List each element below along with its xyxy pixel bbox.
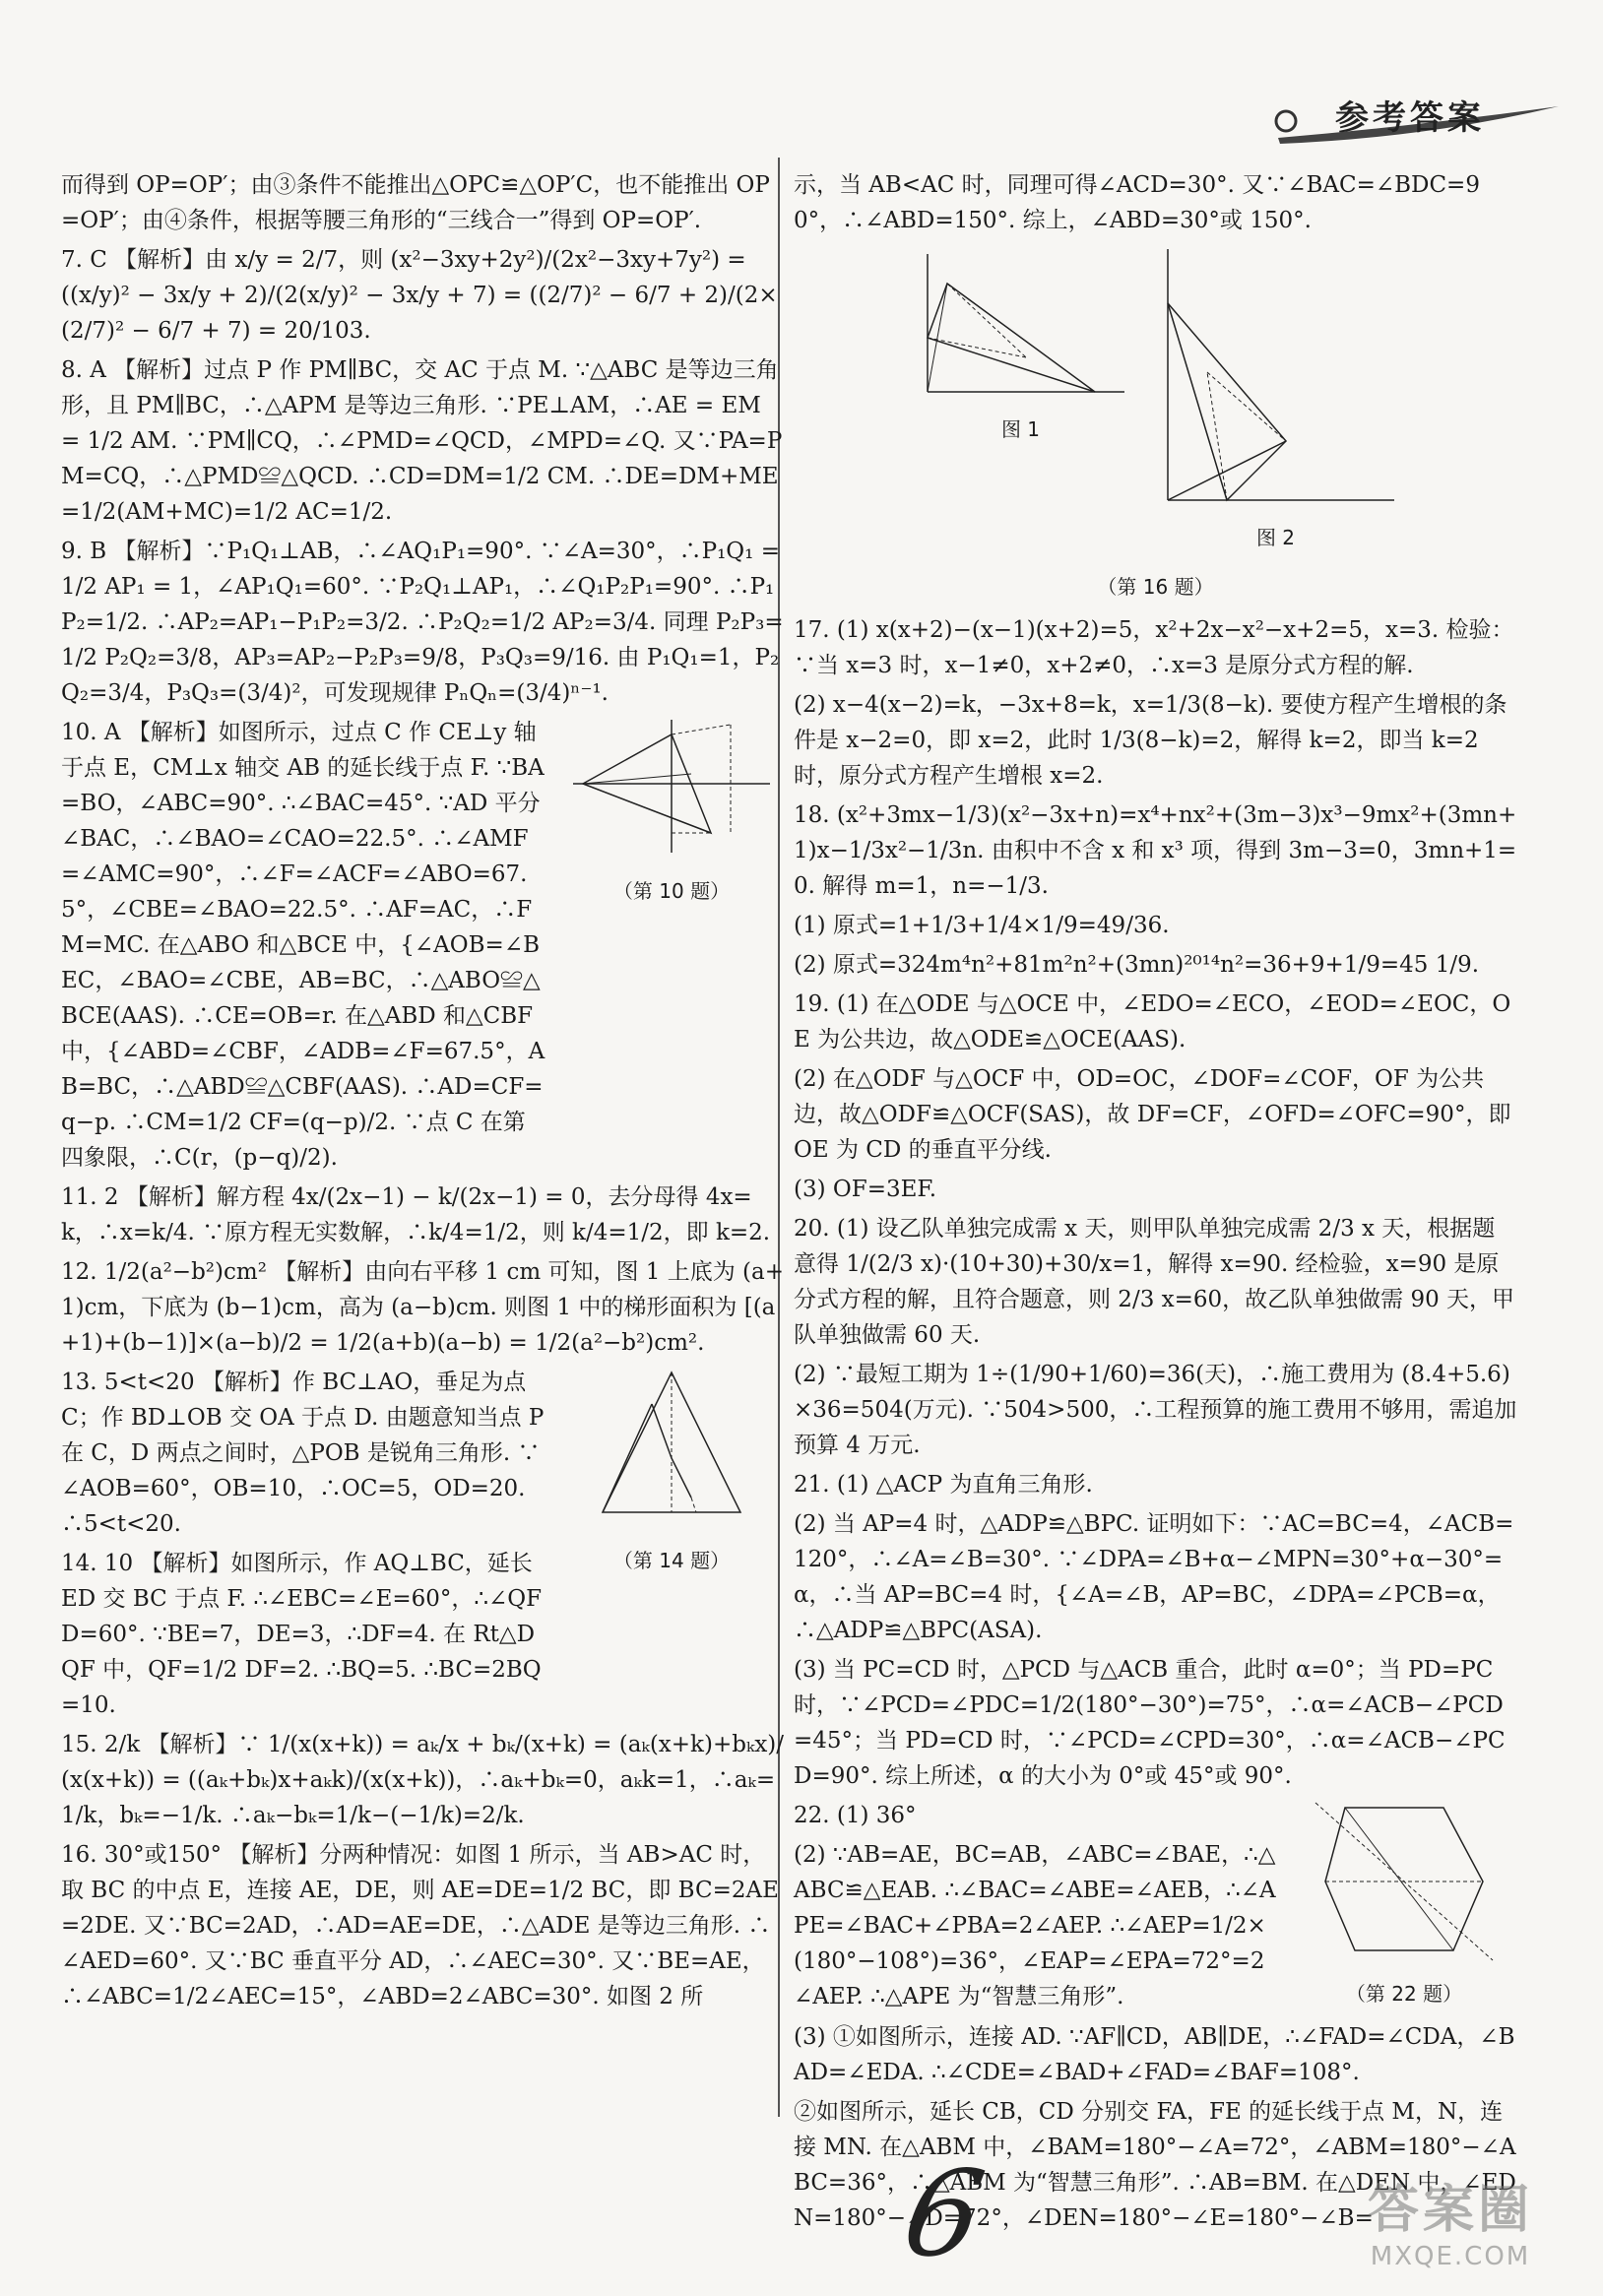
handwritten-page-number: 6	[893, 2146, 994, 2283]
answer-7: 7. C 【解析】由 x/y = 2/7，则 (x²−3xy+2y²)/(2x²−3xy+7y²) = ((x/y)² − 3x/y + 2)/(2(x/y)² − 3x/y + 7) = ((2/7)² − 6/7 + 2)/(2×(2/7)² − 6/7 + 7) = 20/103.	[61, 247, 778, 344]
watermark-url: MXQE.COM	[1370, 2242, 1531, 2271]
watermark-main-text: 答案圈	[1367, 2181, 1533, 2240]
figure-10-caption: （第 10 题）	[612, 879, 731, 903]
answer-22-block	[794, 1798, 1517, 2019]
answer-10: 10. A 【解析】如图所示，过点 C 作 CE⊥y 轴于点 E，CM⊥x 轴交 AB 的延长线于点 F. ∵BA=BO，∠ABC=90°. ∴∠BAC=45°. ∵AD 平分∠BAC，∴∠BAO=∠CAO=22.5°. ∴∠AMF=∠AMC=90°，∴∠F=∠ACF=∠ABO=67.5°，∠CBE=∠BAO=22.5°. ∴AF=AC，∴FM=MC. 在△ABO 和△BCE 中，{∠AOB=∠BEC，∠BAO=∠CBE，AB=BC，∴△ABO≌△BCE(AAS). ∴CE=OB=r. 在△ABD 和△CBF 中，{∠ABD=∠CBF，∠ADB=∠F=67.5°，AB=BC，∴△ABD≌△CBF(AAS). ∴AD=CF=q−p. ∴CM=1/2 CF=(q−p)/2. ∵点 C 在第四象限，∴C(r，(p−q)/2).	[61, 720, 545, 1171]
answer-21-part-2: (2) 当 AP=4 时，△ADP≌△BPC. 证明如下：∵AC=BC=4，∠ACB=120°，∴∠A=∠B=30°. ∵∠DPA=∠B+α−∠MPN=30°+α−30°=α，∴当 AP=BC=4 时，{∠A=∠B，AP=BC，∠DPA=∠PCB=α，∴△ADP≌△BPC(ASA).	[794, 1511, 1514, 1643]
answer-19-part-3: (3) OF=3EF.	[794, 1177, 937, 1202]
figure-14	[558, 1365, 785, 1586]
answer-9: 9. B 【解析】∵P₁Q₁⊥AB，∴∠AQ₁P₁=90°. ∵∠A=30°，∴P₁Q₁ = 1/2 AP₁ = 1，∠AP₁Q₁=60°. ∵P₂Q₁⊥AP₁，∴∠Q₁P₂P₁=90°. ∴P₁P₂=1/2. ∴AP₂=AP₁−P₁P₂=3/2. ∴P₂Q₂=1/2 AP₂=3/4. 同理 P₂P₃=1/2 P₂Q₂=3/8，AP₃=AP₂−P₂P₃=9/8，P₃Q₃=9/16. 由 P₁Q₁=1，P₂Q₂=3/4，P₃Q₃=(3/4)²，可发现规律 PₙQₙ=(3/4)ⁿ⁻¹.	[61, 539, 784, 706]
answer-20-part-2: (2) ∵最短工期为 1÷(1/90+1/60)=36(天)，∴施工费用为 (8.4+5.6)×36=504(万元). ∵504>500，∴工程预算的施工费用不够用，需追加预算 4 万元.	[794, 1362, 1517, 1458]
answer-8: 8. A 【解析】过点 P 作 PM∥BC，交 AC 于点 M. ∵△ABC 是等边三角形，且 PM∥BC，∴△APM 是等边三角形. ∵PE⊥AM，∴AE = EM = 1/2 AM. ∵PM∥CQ，∴∠PMD=∠QCD，∠MPD=∠Q. 又∵PA=PM=CQ，∴△PMD≌△QCD. ∴CD=DM=1/2 CM. ∴DE=DM+ME=1/2(AM+MC)=1/2 AC=1/2.	[61, 357, 783, 525]
answer-21-part-3: (3) 当 PC=CD 时，△PCD 与△ACB 重合，此时 α=0°；当 PD=PC 时，∵∠PCD=∠PDC=1/2(180°−30°)=75°，∴α=∠ACB−∠PCD=45°；当 PD=CD 时，∵∠PCD=∠CPD=30°，∴α=∠ACB−∠PCD=90°. 综上所述，α 的大小为 0°或 45°或 90°.	[794, 1657, 1506, 1789]
answer-12: 12. 1/2(a²−b²)cm² 【解析】由向右平移 1 cm 可知，图 1 上底为 (a+1)cm，下底为 (b−1)cm，高为 (a−b)cm. 则图 1 中的梯形面积为 [(a+1)+(b−1)]×(a−b)/2 = 1/2(a+b)(a−b) = 1/2(a²−b²)cm².	[61, 1259, 785, 1356]
answer-13: 13. 5<t<20 【解析】作 BC⊥AO，垂足为点 C；作 BD⊥OB 交 OA 于点 D. 由题意知当点 P 在 C，D 两点之间时，△POB 是锐角三角形. ∵∠AOB=60°，OB=10，∴OC=5，OD=20. ∴5<t<20.	[61, 1370, 545, 1537]
figure-16	[794, 244, 1517, 563]
answer-21: 21. (1) △ACP 为直角三角形.	[794, 1472, 1093, 1498]
answer-16: 16. 30°或150° 【解析】分两种情况：如图 1 所示，当 AB>AC 时，取 BC 的中点 E，连接 AE，DE，则 AE=DE=1/2 BC，即 BC=2AE=2DE. 又∵BC=2AD，∴AD=AE=DE，∴△ADE 是等边三角形. ∴∠AED=60°. 又∵BC 垂直平分 AD，∴∠AEC=30°. 又∵BE=AE，∴∠ABC=1/2∠AEC=15°，∠ABD=2∠ABC=30°. 如图 2 所	[61, 1842, 779, 2009]
figure-16-diagram-1	[908, 244, 1134, 412]
left-column	[61, 167, 785, 2018]
answer-22-part-2: (2) ∵AB=AE，BC=AB，∠ABC=∠BAE，∴△ABC≌△EAB. ∴∠BAC=∠ABE=∠AEB，∴∠APE=∠BAC+∠PBA=2∠AEP. ∴∠AEP=1/2×(180°−108°)=36°，∠EAP=∠EPA=72°=2∠AEP. ∴△APE 为“智慧三角形”.	[794, 1842, 1276, 2009]
figure-10-diagram	[563, 715, 780, 862]
answer-10-block	[61, 715, 785, 1180]
answer-22: 22. (1) 36°	[794, 1803, 917, 1828]
page-header-title: 参考答案	[1335, 98, 1485, 138]
watermark-logo	[1327, 2168, 1573, 2276]
answer-18-part-1: (1) 原式=1+1/3+1/4×1/9=49/36.	[794, 913, 1170, 938]
figure-22	[1291, 1798, 1517, 2019]
answer-22-part-3: (3) ①如图所示，连接 AD. ∵AF∥CD，AB∥DE，∴∠FAD=∠CDA，∠BAD=∠EDA. ∴∠CDE=∠BAD+∠FAD=∠BAF=108°.	[794, 2024, 1515, 2085]
answer-11: 11. 2 【解析】解方程 4x/(2x−1) − k/(2x−1) = 0，去分母得 4x=k，∴x=k/4. ∵原方程无实数解，∴k/4=1/2，则 k/4=1/2，即 k=2.	[61, 1184, 771, 1245]
answer-18-part-2: (2) 原式=324m⁴n²+81m²n²+(3mn)²⁰¹⁴n²=36+9+1/9=45 1/9.	[794, 952, 1480, 978]
right-column	[794, 167, 1517, 2240]
figure-16-diagram-2	[1148, 244, 1404, 520]
figure-14-diagram	[593, 1365, 750, 1532]
answer-13-14-block	[61, 1365, 785, 1727]
figure-22-diagram	[1306, 1798, 1503, 1965]
answer-17-part-1: 17. (1) x(x+2)−(x−1)(x+2)=5，x²+2x−x²−x+2=5，x=3. 检验：∵当 x=3 时，x−1≠0，x+2≠0，∴x=3 是原分式方程的解.	[794, 617, 1514, 678]
answer-19-part-2: (2) 在△ODF 与△OCF 中，OD=OC，∠DOF=∠COF，OF 为公共边，故△ODF≌△OCF(SAS)，故 DF=CF，∠OFD=∠OFC=90°，即 OE 为 CD 的垂直平分线.	[794, 1066, 1511, 1163]
figure-16-label-1: 图 1	[1000, 417, 1041, 441]
figure-16-caption: （第 16 题）	[1097, 575, 1214, 599]
answer-15: 15. 2/k 【解析】∵ 1/(x(x+k)) = aₖ/x + bₖ/(x+k) = (aₖ(x+k)+bₖx)/(x(x+k)) = ((aₖ+bₖ)x+aₖk)/(x(x+k))，∴aₖ+bₖ=0，aₖk=1，∴aₖ=1/k，bₖ=−1/k. ∴aₖ−bₖ=1/k−(−1/k)=2/k.	[61, 1732, 785, 1828]
answer-17-part-2: (2) x−4(x−2)=k，−3x+8=k，x=1/3(8−k). 要使方程产生增根的条件是 x−2=0，即 x=2，此时 1/3(8−k)=2，解得 k=2，即当 k=2 时，原分式方程产生增根 x=2.	[794, 692, 1507, 789]
figure-22-caption: （第 22 题）	[1345, 1982, 1463, 2006]
figure-16-label-2: 图 2	[1255, 526, 1296, 549]
figure-14-caption: （第 14 题）	[612, 1549, 731, 1572]
answer-6-continuation: 而得到 OP=OP′；由③条件不能推出△OPC≌△OP′C，也不能推出 OP=OP′；由④条件，根据等腰三角形的“三线合一”得到 OP=OP′.	[61, 172, 770, 233]
answer-14: 14. 10 【解析】如图所示，作 AQ⊥BC，延长 ED 交 BC 于点 F. ∴∠EBC=∠E=60°，∴∠QFD=60°. ∵BE=7，DE=3，∴DF=4. 在 Rt△DQF 中，QF=1/2 DF=2. ∴BQ=5. ∴BC=2BQ=10.	[61, 1551, 543, 1718]
answer-22-part-4: ②如图所示，延长 CB，CD 分别交 FA，FE 的延长线于点 M，N，连接 MN. 在△ABM 中，∠BAM=180°−∠A=72°，∠ABM=180°−∠ABC=36°，∴△ABM 为“智慧三角形”. ∴AB=BM. 在△DEN 中，∠EDN=180°−∠D=72°，∠DEN=180°−∠E=180°−∠B=	[794, 2099, 1516, 2231]
figure-10	[558, 715, 785, 917]
answer-19: 19. (1) 在△ODE 与△OCE 中，∠EDO=∠ECO，∠EOD=∠EOC，OE 为公共边，故△ODE≌△OCE(AAS).	[794, 991, 1511, 1052]
answer-18: 18. (x²+3mx−1/3)(x²−3x+n)=x⁴+nx²+(3m−3)x³−9mx²+(3mn+1)x−1/3x²−1/3n. 由积中不含 x 和 x³ 项，得到 3m−3=0，3mn+1=0. 解得 m=1，n=−1/3.	[794, 802, 1517, 899]
answer-20: 20. (1) 设乙队单独完成需 x 天，则甲队单独完成需 2/3 x 天，根据题意得 1/(2/3 x)·(10+30)+30/x=1，解得 x=90. 经检验，x=90 是原分式方程的解，且符合题意，则 2/3 x=60，故乙队单独做需 90 天，甲队单独做需 60 天.	[794, 1216, 1515, 1348]
answer-16-continuation: 示，当 AB<AC 时，同理可得∠ACD=30°. 又∵∠BAC=∠BDC=90°，∴∠ABD=150°. 综上，∠ABD=30°或 150°.	[794, 172, 1480, 233]
